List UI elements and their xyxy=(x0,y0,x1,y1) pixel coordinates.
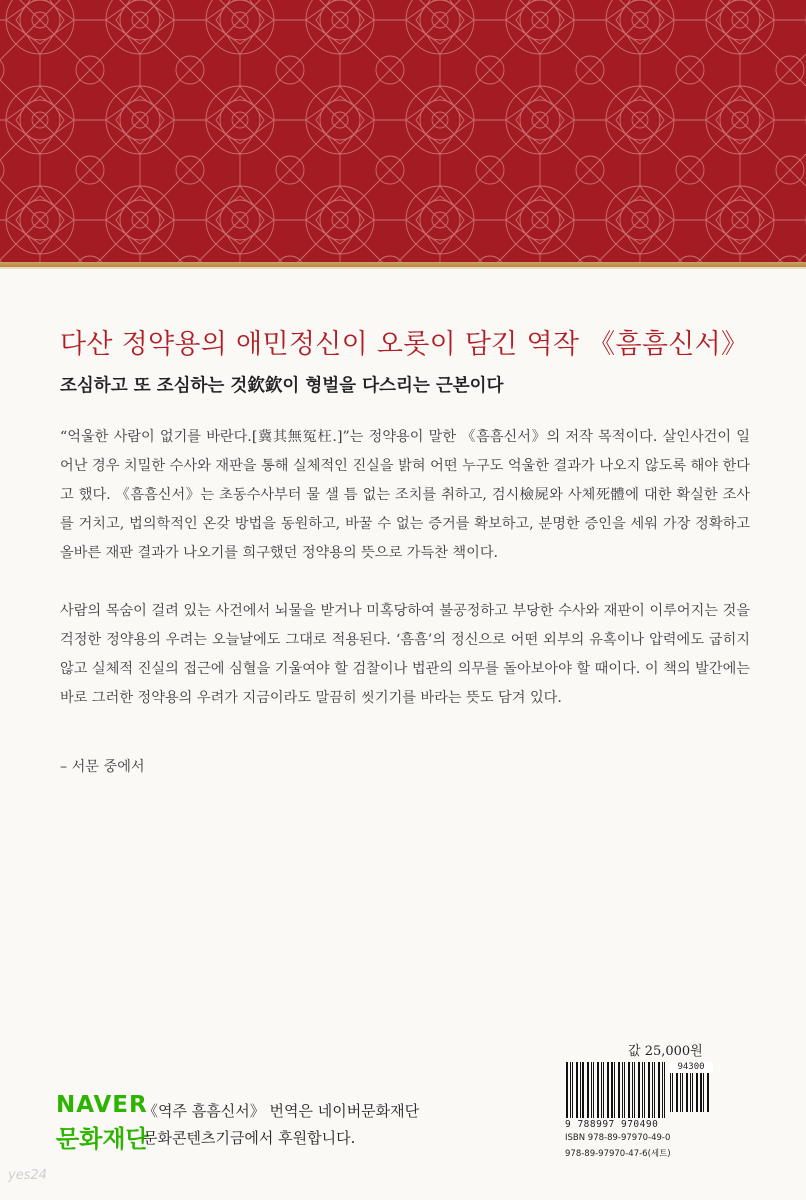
barcode-bar xyxy=(676,1073,678,1112)
barcode-bar xyxy=(614,1062,615,1118)
isbn-number: ISBN 978-89-97970-49-0 xyxy=(565,1133,671,1143)
barcode-bar xyxy=(672,1073,673,1112)
barcode-bar xyxy=(648,1062,650,1118)
naver-logo: NAVER xyxy=(56,1092,148,1118)
barcode-bar xyxy=(624,1062,625,1118)
barcode-bar xyxy=(700,1073,702,1112)
barcode-bar xyxy=(566,1062,568,1118)
subheading: 조심하고 또 조심하는 것欽欽이 형벌을 다스리는 근본이다 xyxy=(60,376,504,396)
barcode-bar xyxy=(682,1073,683,1112)
barcode-bar xyxy=(572,1062,573,1118)
sponsor-text-line2: 문화콘텐츠기금에서 후원합니다. xyxy=(143,1129,356,1147)
barcode-addon-digits: 94300 xyxy=(669,1062,713,1072)
barcode-bar xyxy=(587,1062,589,1118)
barcode-bar xyxy=(703,1073,704,1112)
barcode-bar xyxy=(644,1062,645,1118)
barcode-bar xyxy=(591,1062,592,1118)
barcode-bar xyxy=(692,1073,693,1112)
barcode-bar xyxy=(628,1062,630,1118)
watermark: yes24 xyxy=(8,1168,48,1183)
barcode-bar xyxy=(658,1062,660,1118)
source-attribution: – 서문 중에서 xyxy=(60,759,145,775)
gold-border-light xyxy=(0,267,806,269)
body-paragraph-2: 사람의 목숨이 걸려 있는 사건에서 뇌물을 받거나 미혹당하여 불공정하고 부당한 수사와 재판이 이루어지는 것을 걱정한 정약용의 우려는 오늘날에도 그대로 적용된다. ‘흠흠’의 정신으로 어떤 외부의 유혹이나 압력에도 굽히지 않고 실체적 진실의 접근에 심혈을 기울여야 할 검찰이나 법관의 의무를 돌아보아야 할 때이다. 이 책의 발간에는 바로 그러한 정약용의 우려가 지금이라도 말끔히 씻기기를 바라는 뜻도 담겨 있다. xyxy=(60,603,750,706)
lattice-pattern xyxy=(0,0,806,262)
price-label: 값 25,000원 xyxy=(628,1044,703,1059)
barcode-bar xyxy=(603,1062,604,1118)
barcode-bar xyxy=(642,1062,643,1118)
barcode-bar xyxy=(611,1062,613,1118)
barcode-digits: 9 788997 970490 xyxy=(565,1119,659,1130)
barcode-bar xyxy=(707,1073,709,1112)
barcode-bar xyxy=(593,1062,594,1118)
barcode-bar xyxy=(690,1073,691,1112)
isbn-set-number: 978-89-97970-47-6(세트) xyxy=(565,1149,671,1159)
barcode-bar xyxy=(664,1062,665,1118)
barcode-bar xyxy=(652,1062,653,1118)
barcode-bar xyxy=(632,1062,633,1118)
barcode-bar xyxy=(670,1073,671,1112)
barcode-bar xyxy=(696,1073,698,1112)
barcode-main-bars xyxy=(565,1062,669,1118)
body-paragraph-1: “억울한 사람이 없기를 바란다.[冀其無冤枉.]”는 정약용이 말한 《흠흠신서》의 저작 목적이다. 살인사건이 일어난 경우 치밀한 수사와 재판을 통해 실체적인 진실을 밝혀 어떤 누구도 억울한 결과가 나오지 않도록 해야 한다고 했다. 《흠흠신서》는 초동수사부터 물 샐 틈 없는 조치를 취하고, 검시檢屍와 사체死體에 대한 확실한 조사를 거치고, 법의학적인 온갖 방법을 동원하고, 바꿀 수 없는 증거를 확보하고, 분명한 증인을 세워 가장 정확하고 올바른 재판 결과가 나오기를 희구했던 정약용의 뜻으로 가득찬 책이다. xyxy=(60,429,750,561)
foundation-logo: 문화재단 xyxy=(56,1125,149,1153)
barcode-bar xyxy=(662,1062,663,1118)
barcode-bar xyxy=(607,1062,609,1118)
barcode-bar xyxy=(618,1062,620,1118)
barcode-bar xyxy=(582,1062,584,1118)
headline: 다산 정약용의 애민정신이 오롯이 담긴 역작 《흠흠신서》 xyxy=(60,329,749,360)
sponsor-text-line1: 《역주 흠흠신서》 번역은 네이버문화재단 xyxy=(143,1102,420,1120)
barcode-bar xyxy=(638,1062,640,1118)
barcode-bar xyxy=(654,1062,655,1118)
barcode-bar xyxy=(680,1073,681,1112)
decorative-red-banner xyxy=(0,0,806,262)
barcode-bar xyxy=(622,1062,623,1118)
barcode-bar xyxy=(570,1062,571,1118)
barcode-bar xyxy=(634,1062,635,1118)
barcode-bar xyxy=(601,1062,602,1118)
barcode-bar xyxy=(686,1073,688,1112)
barcode-bar xyxy=(597,1062,599,1118)
barcode-bar xyxy=(576,1062,578,1118)
barcode-bar xyxy=(580,1062,581,1118)
